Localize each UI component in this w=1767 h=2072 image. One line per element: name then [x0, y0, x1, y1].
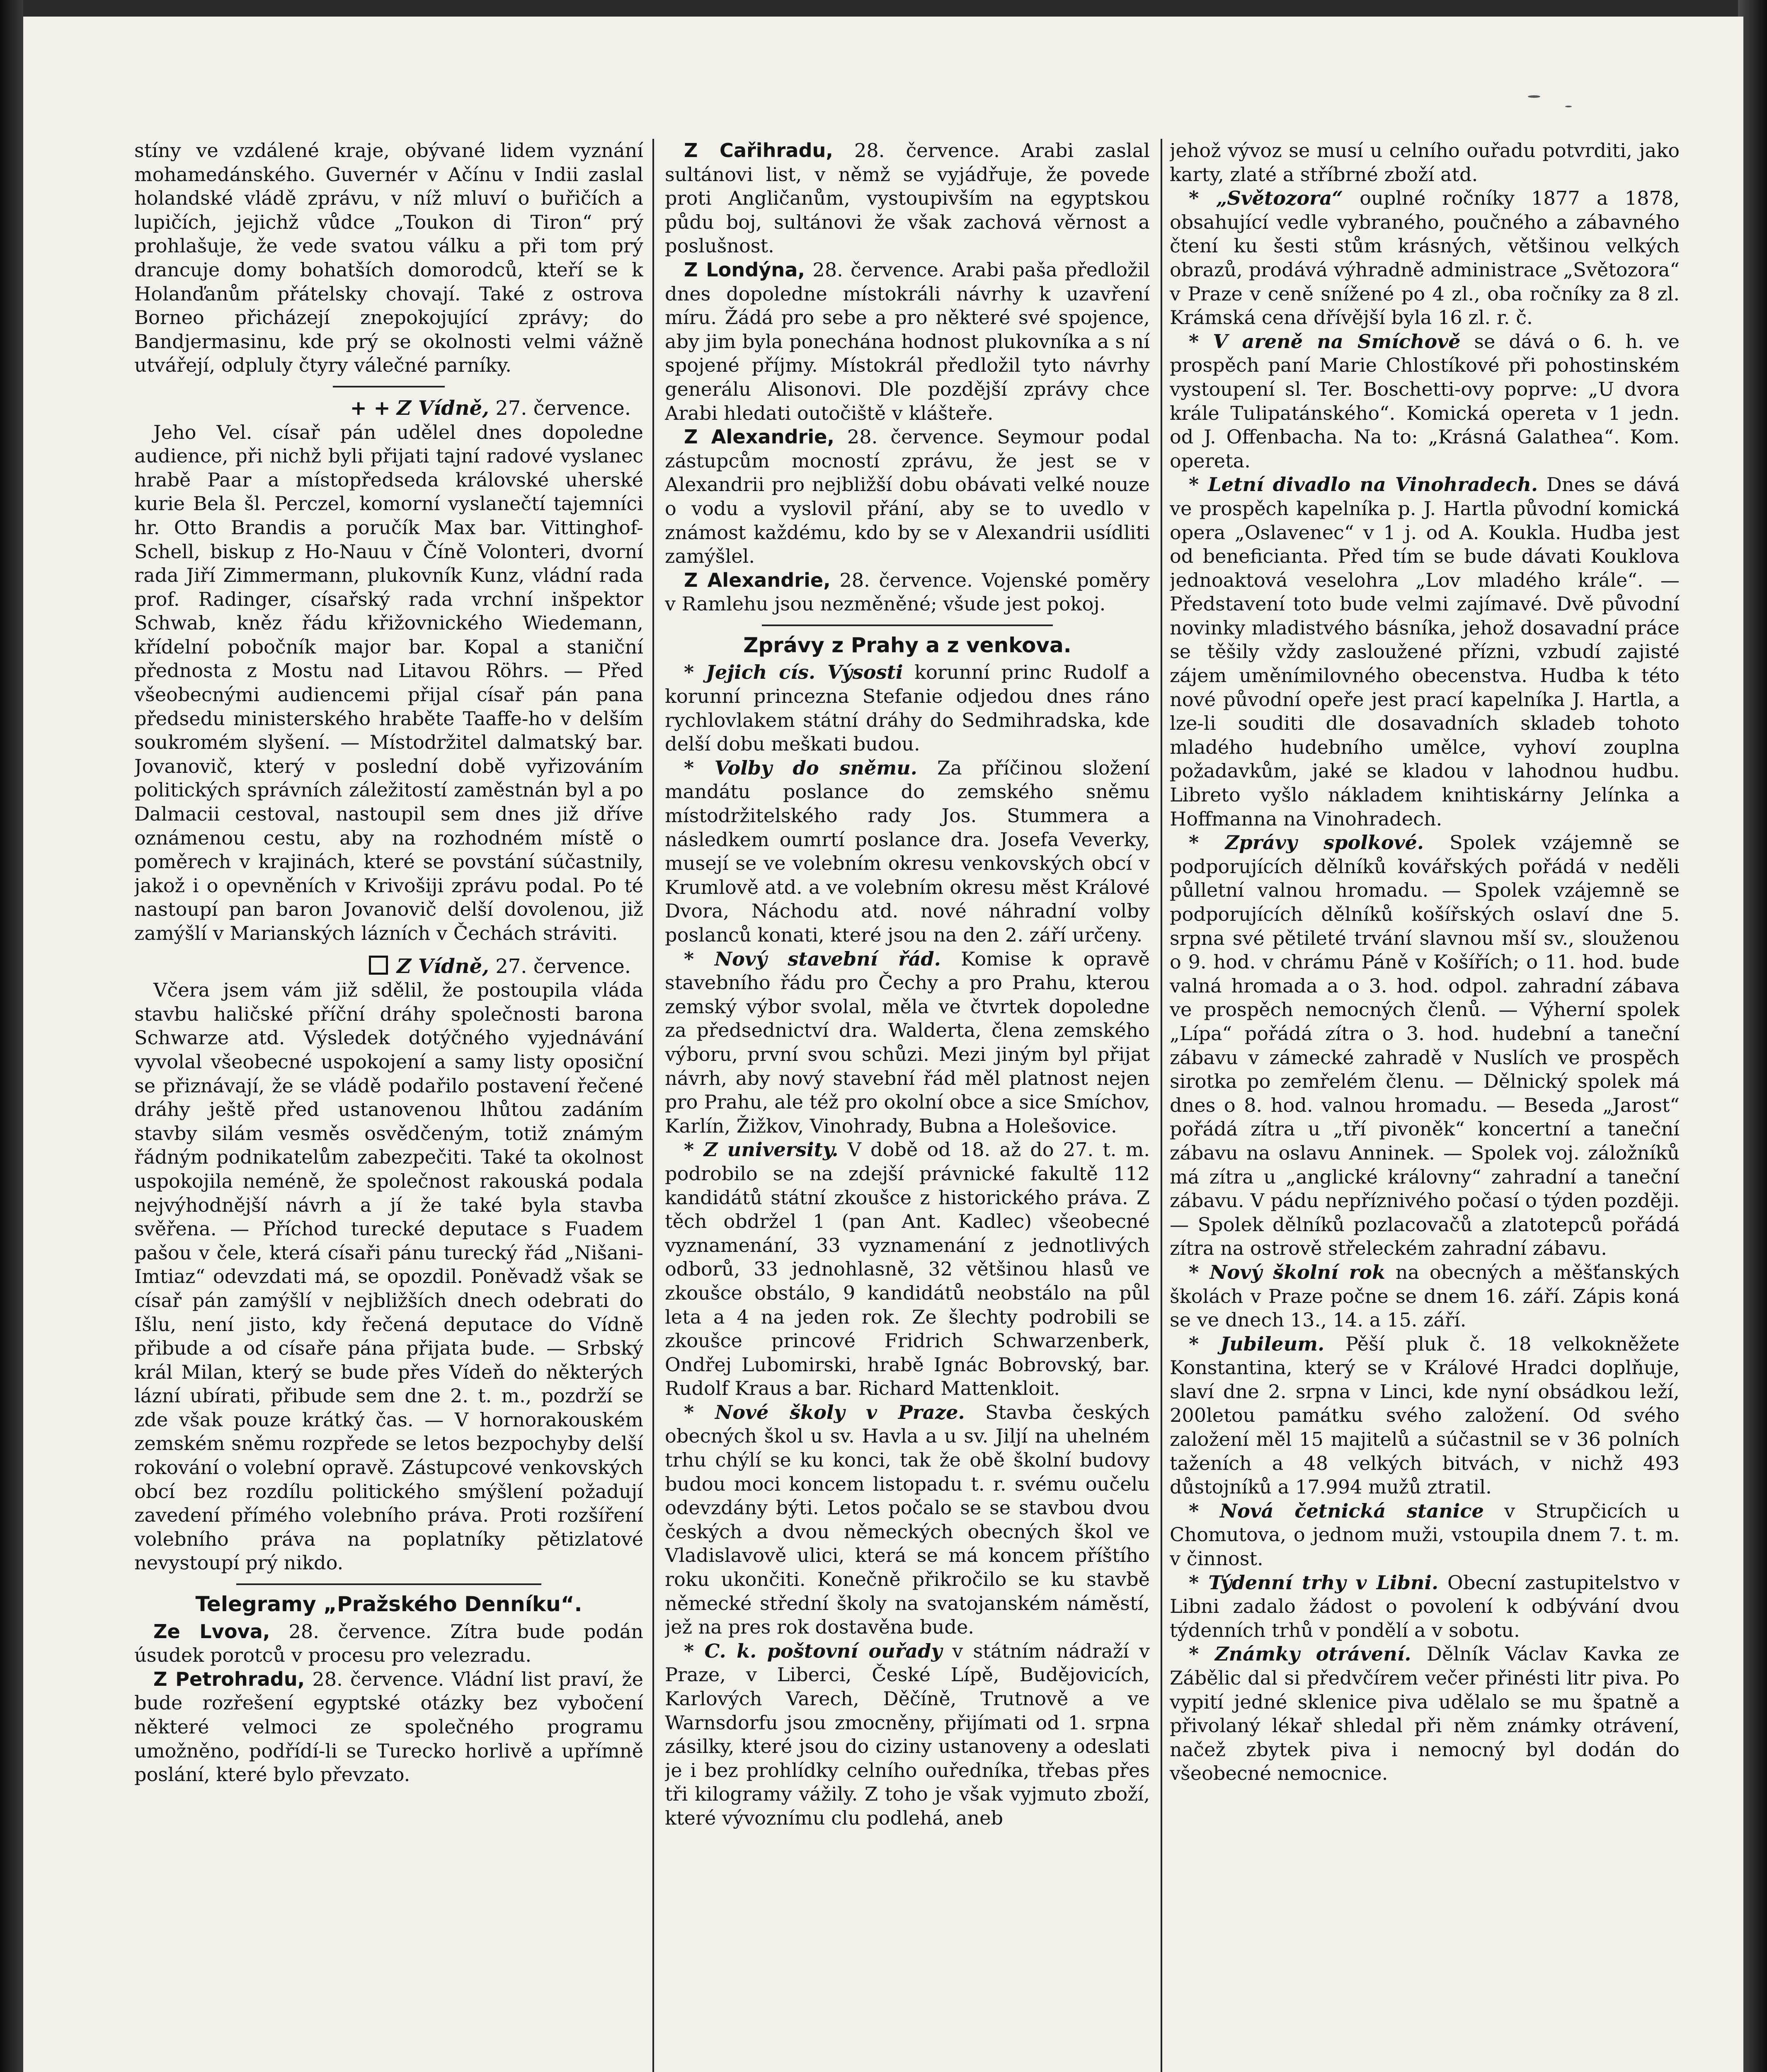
column-divider: [1161, 139, 1162, 2072]
news-text: korunní princ Rudolf a korunní princezna Stefanie odjedou dnes ráno rychlovlakem státní dráhy do Sedmihradska, kde delší dobu meškati budou.: [665, 661, 1150, 755]
box-icon: [369, 956, 388, 975]
telegram-text: 28. července. Seymour podal zástupcům mocností zprávu, že jest se v Alexandrii pro nejbližší dobu obávati velké nouze o vodu a vyslovil přání, aby se to uvedlo v známost každému, kdo by se v Alexandrii usídliti zamýšlel.: [665, 426, 1150, 568]
news-keyword: * Volby do sněmu.: [684, 756, 917, 779]
column-left: [134, 139, 643, 2072]
news-text: Dnes se dává ve prospěch kapelníka p. J. Hartla původní komická opera „Oslavenec“ v 1 j. od A. Koukla. Hudba jest od beneficianta. Před tím se bude dávati Kouklova jednoaktová veselohra „Lov mladého krále“. — Představení toto bude velmi zajímavé. Dvě původní novinky mladistvého básníka, jehož dosavadní práce se těšily vždy zasloužené přízni, vzbudí zajisté zájem uměnímilovného obecenstva. Hudba k této nové původní opeře jest prací kapelníka J. Hartla, a lze-li souditi dle dosavadních skladeb tohoto mladého hudebního umělce, vyhoví zouplna požadavkům, jaké se kladou v lahodnou hudbu. Libreto vyšlo nákladem knihtiskárny Jelínka a Hoffmanna na Vinohradech.: [1170, 473, 1680, 830]
news-keyword: * Nový školní rok: [1189, 1261, 1385, 1283]
dateline-date: 27. července.: [495, 396, 631, 420]
telegram-place: Z Cařihradu,: [684, 139, 833, 162]
news-item: [665, 1639, 1150, 1830]
news-keyword: * Letní divadlo na Vinohradech.: [1189, 473, 1538, 496]
news-item: [665, 1138, 1150, 1401]
paper-speck: [1565, 106, 1572, 107]
news-item: [665, 661, 1150, 756]
separator-rule: [236, 1583, 542, 1585]
telegram-place: Z Alexandrie,: [684, 426, 835, 448]
telegram-text: 28. července. Zítra bude podán úsudek porotců v procesu pro velezradu.: [134, 1620, 643, 1667]
news-text: se dává o 6. h. ve prospěch paní Marie Chlostíkové při pohostinském vystoupení sl. Ter. Boschetti-ovy poprve: „U dvora krále Tulipatánského“. Komická opereta v 1 jedn. od J. Offenbacha. Na to: „Krásná Galathea“. Kom. opereta.: [1170, 330, 1680, 472]
column-middle: [665, 139, 1150, 2072]
news-text: v Strupčicích u Chomutova, o jednom muži, vstoupila dnem 7. t. m. v činnost.: [1170, 1499, 1680, 1570]
news-item: [665, 1401, 1150, 1639]
separator-rule: [333, 386, 445, 387]
news-continuation: jehož vývoz se musí u celního ouřadu potvrditi, jako karty, zlaté a stříbrné zboží atd.: [1170, 139, 1680, 186]
news-keyword: * Zprávy spolkové.: [1189, 831, 1424, 854]
telegram-place: Z Petrohradu,: [153, 1668, 305, 1690]
news-item: [1170, 1571, 1680, 1643]
article-paragraph: Včera jsem vám již sdělil, že postoupila vláda stavbu haličské příční dráhy společnosti barona Schwarze atd. Výsledek dotýčného vyjednávání vyvolal všeobecné uspokojení a samy listy oposiční se přiznávají, že se vládě podařilo postavení řečené dráhy ještě před ustanovenou lhůtou zadáním stavby silám vesměs osvědčeným, totiž známým řádným podnikatelům zabezpečiti. Také ta okolnost uspokojila neméně, že společnost rakouská podala nejvýhodnější návrh a jí že také byla stavba svěřena. — Příchod turecké deputace s Fuadem pašou v čele, která císaři pánu turecký řád „Nišani-Imtiaz“ odevzdati má, se opozdil. Poněvadž však se císař pán zamýšlí v nejbližších dnech odebrati do Išlu, není jisto, kdy řečená deputace do Vídně přibude a od císaře pána přijata bude. — Srbský král Milan, který se bude přes Vídeň do některých lázní ubírati, přibude sem dne 2. t. m., pozdrží se zde však pouze krátký čas. — V hornorakouském zemském sněmu rozpřede se letos bezpochyby delší rokování o volební opravě. Zástupcové venkovských obcí bez rozdílu politického smýšlení požadují zavedení přímého volebního práva. Proti rozšíření volebního práva na poplatníky pětizlatové nevystoupí prý nikdo.: [134, 979, 643, 1574]
news-keyword: * Nový stavební řád.: [684, 947, 941, 970]
news-item: [1170, 1332, 1680, 1499]
scan-left-margin: [0, 0, 23, 2072]
news-text: na obecných a měšťanských školách v Praze počne se dnem 16. září. Zápis koná se ve dnech 13., 14. a 15. září.: [1170, 1261, 1680, 1331]
news-keyword: * Jejich cís. Výsosti: [684, 661, 903, 684]
column-divider: [652, 139, 654, 2072]
telegram-place: Z Alexandrie,: [684, 569, 831, 591]
telegram-text: 28. července. Arabi zaslal sultánovi list, v němž se vyjádřuje, že povede proti Angličanům, vystoupivším na egyptskou půdu boj, sultánovi že však zachová věrnost a poslušnost.: [665, 139, 1150, 257]
telegram-text: 28. července. Vojenské poměry v Ramlehu jsou nezměněné; všude jest pokoj.: [665, 569, 1150, 615]
news-keyword: * Týdenní trhy v Libni.: [1189, 1571, 1439, 1594]
news-text: Spolek vzájemně se podporujících dělníků kovářských pořádá v neděli půlletní valnou hromadu. — Spolek vzájemně se podporujících dělníků košířských oslaví dne 5. srpna své pětileté trvání slavnou mší sv., slouženou o 9. hod. v chrámu Páně v Košířích; o 11. hod. bude valná hromada a o 3. hod. odpol. zahradní zábava ve prospěch nemocných členů. — Výherní spolek „Lípa“ pořádá zítra o 3. hod. hudební a taneční zábavu v zámecké zahradě v Nuslích ve prospěch sirotka po zemřelém členu. — Dělnický spolek má dnes o 8. hod. valnou hromadu. — Beseda „Jarost“ pořádá zítra u „tří pivoněk“ koncertní a taneční zábavu na oslavu Anninek. — Spolek voj. záložníků má zítra u „anglické královny“ zahradní a taneční zábavu. V pádu nepříznivého počasí o týden později. — Spolek dělníků pozlacovačů a zlatotepců pořádá zítra na ostrově střeleckém zahradní zábavu.: [1170, 831, 1680, 1260]
column-right: [1170, 139, 1680, 2072]
news-keyword: * Jubileum.: [1189, 1332, 1325, 1355]
news-keyword: * C. k. poštovní ouřady: [684, 1639, 943, 1662]
news-text: Pěší pluk č. 18 velkokněžete Konstantina, který se v Králové Hradci doplňuje, slaví dne 2. srpna v Linci, kde nyní obsádkou leží, 200letou památku svého založení. Od svého založení měl 15 majitelů a súčastnil se v 36 polních taženích a 48 velkých bitvách, v nichž 493 důstojníků a 17.994 mužů ztratil.: [1170, 1332, 1680, 1498]
news-item: [665, 947, 1150, 1138]
news-text: V době od 18. až do 27. t. m. podrobilo se na zdejší právnické fakultě 112 kandidátů státní zkoušce z historického práva. Z těch obdržel 1 (pan Ant. Kadlec) všeobecné vyznamenání, 33 vyznamenání z jednotlivých odborů, 33 jednohlasně, 32 většinou hlasů ve zkoušce obstálo, 9 kandidátů neobstálo na půl leta a 4 na jeden rok. Ze šlechty podrobili se zkoušce princové Fridrich Schwarzenberk, Ondřej Lubomirski, hrabě Ignác Bobrovský, bar. Rudolf Kraus a bar. Richard Mattenkloit.: [665, 1138, 1150, 1400]
news-item: [1170, 831, 1680, 1261]
news-text: Komise k opravě stavebního řádu pro Čechy a pro Prahu, kterou zemský výbor svolal, měla ve čtvrtek dopoledne za předsednictví dra. Walderta, člena zemského výboru, první svou schůzi. Mezi jiným byl přijat návrh, aby nový stavební řád měl platnost nejen pro Prahu, ale též pro okolní obce a sice Smíchov, Karlín, Žižkov, Vinohrady, Bubna a Holešovice.: [665, 947, 1150, 1137]
news-text: Za příčinou složení mandátu poslance do zemského sněmu místodržitelského rady Jos. Stummera a následkem oumrtí poslance dra. Josefa Veverky, musejí se ve volebním okresu venkovských obcí v Krumlově atd. a ve volebním okresu měst Králové Dvora, Náchodu atd. nové náhradní volby poslanců konati, které jsou na den 2. září určeny.: [665, 756, 1150, 946]
telegram-place: Ze Lvova,: [153, 1620, 270, 1643]
section-heading-telegrams: Telegramy „Pražského Denníku“.: [195, 1592, 582, 1617]
cross-marks: + +: [350, 396, 390, 420]
telegram-item: [665, 569, 1150, 616]
telegram-item: [134, 1620, 643, 1668]
news-text: Obecní zastupitelstvo v Libni zadalo žádost o povolení k odbývání dvou týdenních trhů v pondělí a v sobotu.: [1170, 1571, 1680, 1641]
telegram-place: Z Londýna,: [684, 258, 805, 281]
news-item: [1170, 330, 1680, 473]
dateline-city: Z Vídně,: [396, 954, 489, 978]
telegram-text: 28. července. Arabi paša předložil dnes dopoledne místokráli návrhy k uzavření míru. Žádá pro sebe a pro některé své spojence, aby jim byla ponechána hodnost plukovníka a s ní spojené příjmy. Místokrál předložil tyto návrhy generálu Alisonovi. Dle pozdější zprávy chce Arabi hledati outočiště v klášteře.: [665, 258, 1150, 424]
news-item: [1170, 186, 1680, 330]
news-keyword: * Z university.: [684, 1138, 839, 1161]
news-keyword: * „Světozora“: [1189, 187, 1343, 210]
separator-rule: [762, 625, 1053, 626]
news-text: Stavba českých obecných škol u sv. Havla a u sv. Jiljí na uhelném trhu chýlí se ku konci, tak že obě školní budovy budou moci koncem listopadu t. r. svému oučelu odevzdány býti. Letos počalo se se stavbou dvou českých a dvou německých obecných škol ve Vladislavově ulici, která se má koncem příštího roku ukončiti. Konečně přikročilo se ku stavbě německé střední školy na svatojanském náměstí, jež na pres rok dostavěna bude.: [665, 1401, 1150, 1639]
news-item: [1170, 1642, 1680, 1786]
telegram-item: [665, 425, 1150, 569]
dateline-vienna-2: [134, 955, 643, 979]
dateline-vienna: [134, 397, 643, 421]
paper-speck: [1528, 95, 1540, 98]
news-keyword: * Nová četnická stanice: [1189, 1499, 1484, 1522]
news-item: [1170, 1499, 1680, 1571]
news-keyword: * Nové školy v Praze.: [684, 1401, 965, 1423]
news-keyword: * V areně na Smíchově: [1189, 330, 1461, 353]
section-heading-local-news: Zprávy z Prahy a z venkova.: [743, 633, 1071, 657]
telegram-text: 28. července. Vládní list praví, že bude rozřešení egyptské otázky bez vybočení některé velmoci ze společného programu umožněno, podřídí-li se Turecko horlivě a upřímně poslání, které bylo převzato.: [134, 1668, 643, 1786]
news-text: Dělník Václav Kavka ze Zábělic dal si předvčírem večer přinésti litr piva. Po vypití jedné sklenice piva udělalo se mu špatně a přivolaný lékař shledal při něm známky otrávení, načež zbytek piva i nemocný byl dodán do všeobecné nemocnice.: [1170, 1643, 1680, 1785]
telegram-item: [134, 1668, 643, 1787]
telegram-item: [665, 139, 1150, 258]
news-item: [1170, 1261, 1680, 1332]
telegram-item: [665, 258, 1150, 425]
article-paragraph: stíny ve vzdálené kraje, obývané lidem vyznání mohamedánského. Guvernér v Ačínu v Indii zaslal holandské vládě zprávu, v níž mluví o buřičích a lupičích, jejichž vůdce „Toukon di Tiron“ prý prohlašuje, že vede svatou válku a při tom prý drancuje domy bohatších domorodců, kteří se k Holanďanům přátelsky chovají. Také z ostrova Borneo přicházejí znepokojující zprávy; do Bandjermasinu, kde prý se okolnosti velmi vážně utvářejí, odpluly čtyry válečné parníky.: [134, 139, 643, 377]
news-item: [1170, 473, 1680, 831]
article-paragraph: Jeho Vel. císař pán udělel dnes dopoledne audience, při nichž byli přijati tajní radové vyslanec hrabě Paar a místopředseda královské uherské kurie Bela šl. Perczel, komorní vyslanečtí tajemníci hr. Otto Brandis a poručík Max bar. Vittinghof-Schell, biskup z Ho-Nauu v Číně Volonteri, dvorní rada Jiří Zimmermann, plukovník Kunz, vládní rada prof. Radinger, císařský rada vrchní inšpektor Schwab, kněz řádu křižovnického Wiedemann, křídelní pobočník major bar. Kopal a staniční přednosta z Mostu nad Litavou Röhrs. — Před všeobecnými audiencemi přijal císař pán pana předsedu ministerského hraběte Taaffe-ho v delším soukromém slyšení. — Místodržitel dalmatský bar. Jovanovič, který v poslední době vyřizováním politických správních záležitostí zaměstnán byl a po Dalmacii cestoval, nastoupil sem dnes již dříve oznámenou cestu, aby na rozhodném místě o poměrech v krajinách, které se povstání súčastnily, jakož i o opevněních v Krivošiji zprávu podal. Po té nastoupí pan baron Jovanovič delší dovolenou, již zamýšlí v Marianských lázních v Čechách stráviti.: [134, 421, 643, 944]
dateline-city: Z Vídně,: [396, 396, 489, 420]
news-keyword: * Známky otrávení.: [1189, 1643, 1411, 1665]
news-text: ouplné ročníky 1877 a 1878, obsahující vedle vybraného, poučného a zábavného čtení ku šesti stům krásných, většinou velkých obrazů, prodává výhradně administrace „Světozora“ v Praze v ceně snížené po 4 zl., oba ročníky za 8 zl. Krámská cena dřívější byla 16 zl. r. č.: [1170, 187, 1680, 329]
news-item: [665, 756, 1150, 947]
dateline-date: 27. července.: [495, 954, 631, 978]
news-text: v státním nádraží v Praze, v Liberci, České Lípě, Budějovicích, Karlových Varech, Děčíně, Trutnově a ve Warnsdorfu jsou zmocněny, přijímati od 1. srpna zásilky, které jsou do ciziny ustanoveny a odeslati je i bez prohlídky celního ouředníka, třebas přes tři kilogramy vážily. Z toho je však vyjmuto zboží, které vývoznímu clu podlehá, aneb: [665, 1639, 1150, 1829]
